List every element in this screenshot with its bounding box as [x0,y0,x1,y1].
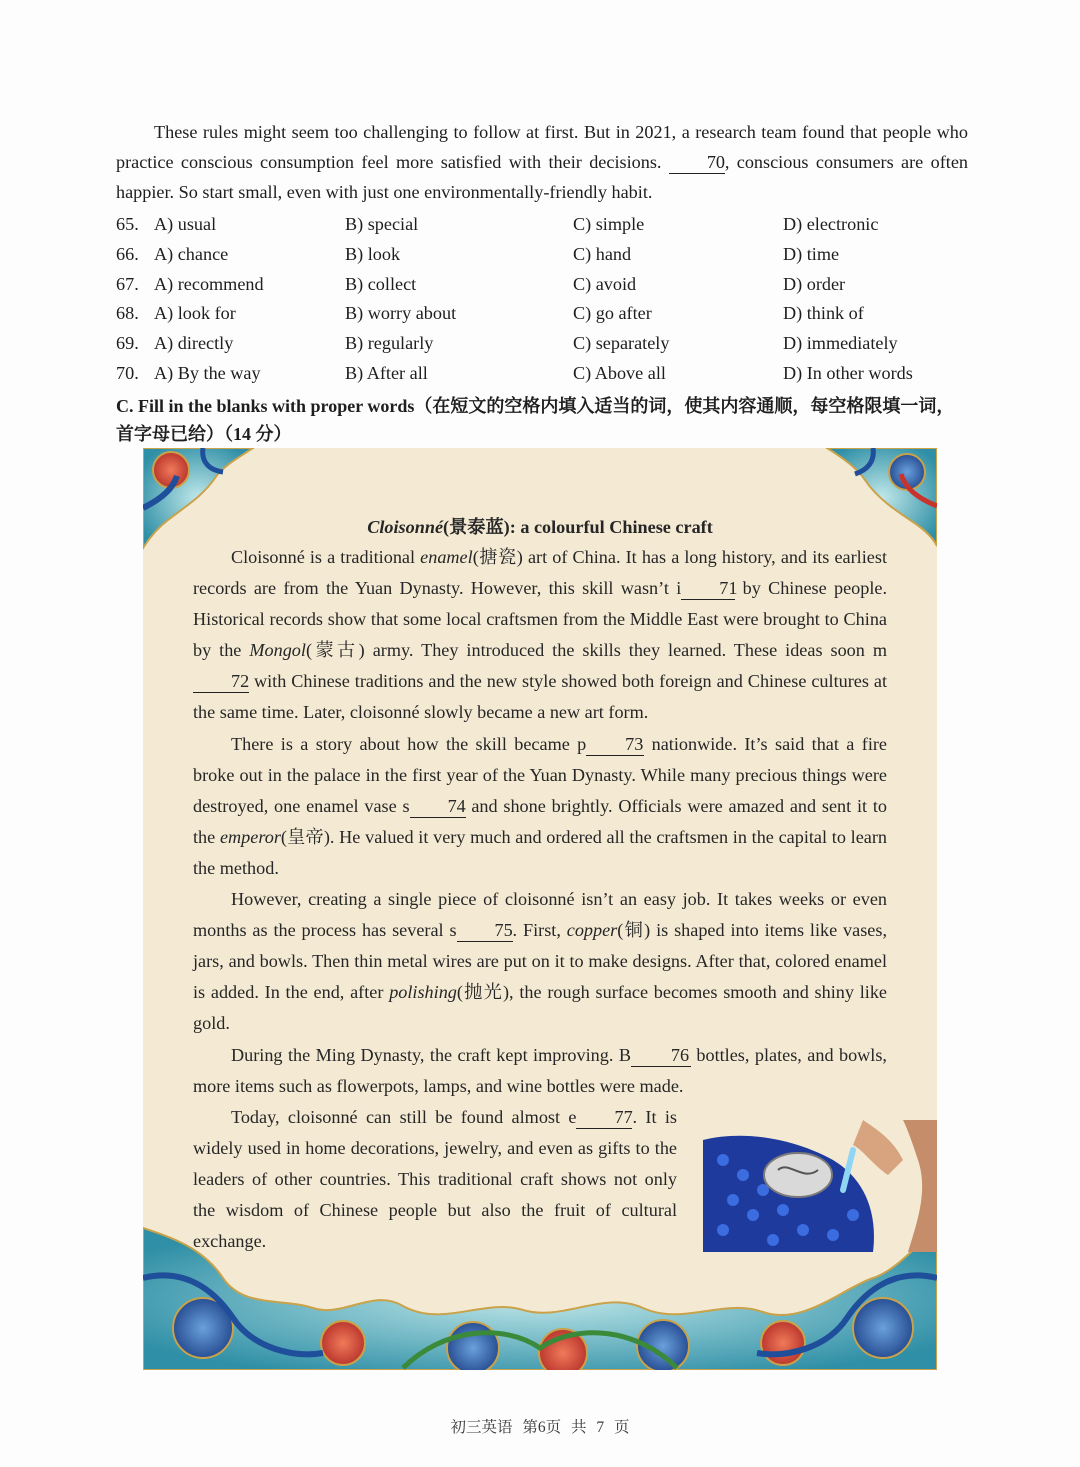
paragraph-4 [193,1040,887,1102]
option-b: B) After all [345,362,428,383]
option-d: D) order [783,273,846,294]
section-c-instruction: （在短文的空格内填入适当的词，使其内容通顺，每空格限填一词，首字母已给）（14 分） [116,396,955,444]
title-rest: : a colourful Chinese craft [509,517,713,537]
option-b: B) look [345,243,401,264]
cloisonne-photo [703,1120,937,1252]
blank-74: 74 [410,796,466,818]
text: During the Ming Dynasty, the craft kept improving. B [231,1044,631,1065]
option-a: A) usual [154,214,217,234]
italic-term: copper [566,920,618,941]
question-number: 69. [116,333,139,354]
option-b: B) regularly [345,333,434,354]
question-number: 68. [116,303,139,324]
text: nationwide. It’s said that a fire broke out in the palace in the first year of the Yuan Dynasty. While many precious things were destroyed, one enamel vase s [193,733,887,816]
option-c: C) Above all [573,362,666,383]
italic-term: Mongol [249,640,306,661]
option-b: B) special [345,214,419,234]
text: (搪瓷) art of China. It has a long history, and its earliest records are from the Yuan Dynasty. However, this skill wasn’t i [193,547,887,599]
question-number: 70. [116,362,139,383]
title-italic: Cloisonné [367,517,444,537]
option-c: C) simple [573,214,645,234]
option-row [116,303,968,333]
answer-options [116,214,968,393]
option-c: C) go after [573,303,652,324]
text: There is a story about how the skill became p [231,733,587,754]
question-number: 67. [116,273,139,294]
option-d: D) electronic [783,214,879,234]
text: (铜) is shaped into items like vases, jars, and bowls. Then thin metal wires are put on it to make designs. After that, colored enamel is added. In the end, after [193,920,888,1003]
text: . It is widely used in home decorations, jewelry, and even as gifts to the leaders of other countries. This traditional craft shows not only the wisdom of Chinese people but also the fruit of cultural exchange. [193,1106,677,1252]
text: Cloisonné is a traditional [231,547,421,567]
text: by Chinese people. Historical records show that some local craftsmen from the Middle East were brought to China by the [193,578,888,661]
text: . First, [512,920,567,941]
text: (蒙古) army. They introduced the skills they learned. These ideas soon m [305,640,887,661]
option-a: A) look for [154,303,236,324]
paragraph-5 [193,1102,677,1257]
option-d: D) think of [783,303,864,324]
option-d: D) immediately [783,333,898,354]
blank-72: 72 [193,671,249,693]
text: However, creating a single piece of cloisonné isn’t an easy job. It takes weeks or even months as the process has several s [193,889,887,941]
option-row [116,244,968,274]
blank-73: 73 [586,734,644,756]
italic-term: polishing [389,982,457,1003]
option-a: A) directly [154,333,234,354]
article-title [193,512,887,542]
title-chinese: (景泰蓝) [443,517,510,537]
paragraph-2 [193,729,887,884]
option-row [116,363,968,393]
section-c-heading [116,392,968,448]
text: bottles, plates, and bowls, more items such as flowerpots, lamps, and wine bottles were made. [193,1044,887,1096]
blank-71: 71 [681,578,735,600]
option-a: A) recommend [154,273,264,294]
text: with Chinese traditions and the new style showed both foreign and Chinese cultures at the same time. Later, cloisonné slowly became a new art form. [193,671,887,723]
italic-term: enamel [420,547,473,567]
question-number: 65. [116,214,139,234]
cloisonne-photo-image [703,1120,937,1252]
option-b: B) collect [345,273,417,294]
option-c: C) separately [573,333,670,354]
text: (抛光), the rough surface becomes smooth and shiny like gold. [193,982,887,1034]
option-row [116,274,968,304]
option-a: A) chance [154,243,229,264]
option-row [116,333,968,363]
text: and shone brightly. Officials were amazed and sent it to the [193,795,888,847]
option-c: C) avoid [573,273,637,294]
option-d: D) time [783,243,840,264]
intro-text-1: These rules might seem too challenging to follow at first. But in 2021, a research team found that people who practice conscious consumption feel more satisfied with their decisions. [116,122,968,172]
question-number: 66. [116,243,139,264]
blank-76: 76 [631,1045,691,1067]
blank-70: 70 [669,152,725,174]
option-b: B) worry about [345,303,457,324]
page-footer: 初三英语 第6页 共 7 页 [450,1419,630,1436]
option-c: C) hand [573,243,632,264]
text: (皇帝). He valued it very much and ordered all the craftsmen in the capital to learn the method. [193,826,887,878]
paragraph-1 [193,542,887,729]
option-row [116,214,968,244]
option-a: A) By the way [154,362,261,383]
intro-paragraph [116,117,968,207]
option-d: D) In other words [783,362,913,383]
blank-77: 77 [576,1107,632,1129]
section-c-title: C. Fill in the blanks with proper words [116,396,415,416]
italic-term: emperor [219,826,281,847]
text: Today, cloisonné can still be found almost e [231,1106,577,1127]
intro-text-2: , conscious consumers are often happier. So start small, even with just one environmentally-friendly habit. [116,152,968,202]
blank-75: 75 [457,920,513,942]
paragraph-3 [193,884,887,1039]
